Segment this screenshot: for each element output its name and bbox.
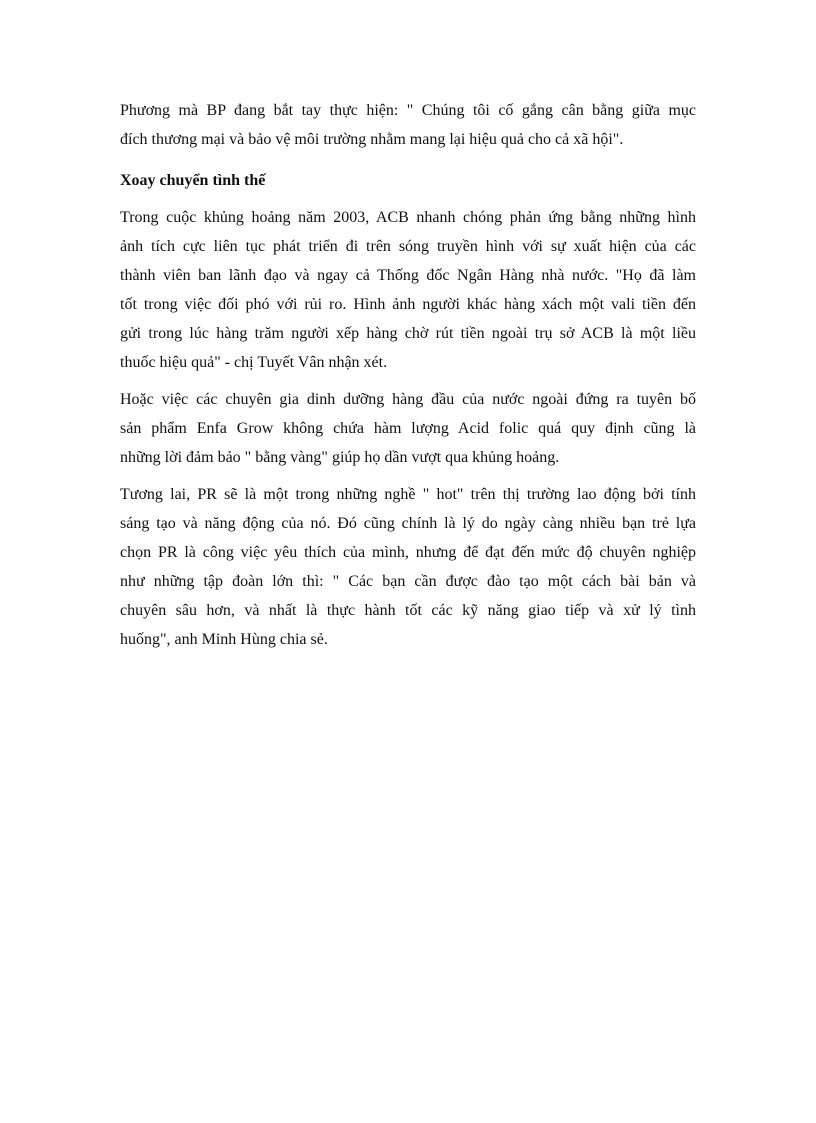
paragraph-enfa-grow xyxy=(120,385,696,472)
text-line: gửi trong lúc hàng trăm người xếp hàng chờ rút tiền ngoài trụ sở ACB là một liều xyxy=(120,325,696,342)
section-heading: Xoay chuyển tình thế xyxy=(120,172,266,189)
text-line: tốt trong việc đối phó với rủi ro. Hình ảnh người khác hàng xách một vali tiền đến xyxy=(120,296,696,313)
text-line: thành viên ban lãnh đạo và ngay cả Thống đốc Ngân Hàng nhà nước. "Họ đã làm xyxy=(120,267,696,284)
text-line: Phương mà BP đang bắt tay thực hiện: " Chúng tôi cố gắng cân bằng giữa mục xyxy=(120,102,696,119)
text-line: chuyên sâu hơn, và nhất là thực hành tốt các kỹ năng giao tiếp và xử lý tình xyxy=(120,602,696,619)
text-line: sản phẩm Enfa Grow không chứa hàm lượng Acid folic quá quy định cũng là xyxy=(120,420,696,437)
paragraph-acb-crisis xyxy=(120,203,696,377)
text-line: những lời đảm bảo " bằng vàng" giúp họ dần vượt qua khủng hoảng. xyxy=(120,449,560,466)
document-body xyxy=(120,96,696,654)
text-line: sáng tạo và năng động của nó. Đó cũng chính là lý do ngày càng nhiều bạn trẻ lựa xyxy=(120,515,696,532)
text-line: huống", anh Minh Hùng chia sẻ. xyxy=(120,631,328,648)
paragraph-intro xyxy=(120,96,696,154)
text-line: đích thương mại và bảo vệ môi trường nhằm mang lại hiệu quả cho cả xã hội". xyxy=(120,131,624,148)
text-line: ảnh tích cực liên tục phát triển đi trên sóng truyền hình với sự xuất hiện của các xyxy=(120,238,696,255)
text-line: Hoặc việc các chuyên gia dinh dưỡng hàng đầu của nước ngoài đứng ra tuyên bố xyxy=(120,391,696,408)
text-line: Trong cuộc khủng hoảng năm 2003, ACB nhanh chóng phản ứng bằng những hình xyxy=(120,209,696,226)
paragraph-pr-future xyxy=(120,480,696,654)
text-line: thuốc hiệu quả" - chị Tuyết Vân nhận xét. xyxy=(120,354,388,371)
text-line: chọn PR là công việc yêu thích của mình, nhưng để đạt đến mức độ chuyên nghiệp xyxy=(120,544,696,561)
text-line: Tương lai, PR sẽ là một trong những nghề " hot" trên thị trường lao động bởi tính xyxy=(120,486,696,503)
text-line: như những tập đoàn lớn thì: " Các bạn cần được đào tạo một cách bài bản và xyxy=(120,573,696,590)
